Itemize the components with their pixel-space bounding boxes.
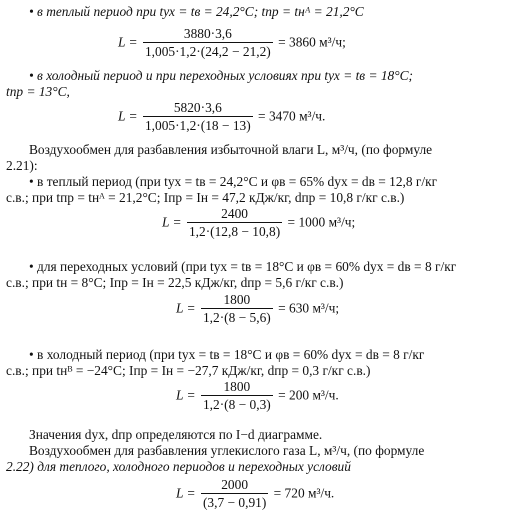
formula-5-lhs: L = [176,387,196,403]
formula-3-denominator: 1,2·(12,8 − 10,8) [188,224,281,239]
formula-3 [162,206,355,239]
formula-4-rhs: = 630 м³/ч; [278,300,340,316]
p2-line1: • в холодный период и при переходных условиях при tух = tв = 18°C; [29,68,413,83]
p1-line1: • в теплый период при tух = tв = 24,2°C; tпр = tнᴬ = 21,2°C [29,4,364,19]
formula-5-denominator: 1,2·(8 − 0,3) [202,397,271,412]
formula-2 [118,100,325,133]
formula-4-lhs: L = [176,300,196,316]
p3-line1: Воздухообмен для разбавления избыточной влаги L, м³/ч, (по формуле [29,142,433,157]
formula-6-denominator: (3,7 − 0,91) [202,495,267,510]
formula-6-fraction [201,477,268,510]
p6-line3: 2.22) для теплого, холодного периодов и переходных условий [6,459,351,474]
p2-line2: tпр = 13°C, [6,84,70,99]
p6-line1: Значения dух, dпр определяются по I−d диаграмме. [29,427,323,442]
formula-1-fraction [143,26,273,59]
formula-2-rhs: = 3470 м³/ч. [258,108,326,124]
formula-6 [176,477,334,510]
p4-line2: с.в.; при tн = 8°C; Iпр = Iн = 22,5 кДж/кг, dпр = 5,6 г/кг с.в.) [6,275,344,290]
formula-3-lhs: L = [162,214,182,230]
formula-6-rhs: = 720 м³/ч. [273,485,335,501]
formula-4 [176,292,339,325]
formula-1-denominator: 1,005·1,2·(24,2 − 21,2) [144,44,271,59]
p3-line3: • в теплый период (при tух = tв = 24,2°C и φв = 65% dух = dв = 12,8 г/кг [29,174,438,189]
formula-1-numerator: 3880·3,6 [143,26,273,43]
formula-2-denominator: 1,005·1,2·(18 − 13) [144,118,251,133]
p6-line2: Воздухообмен для разбавления углекислого газа L, м³/ч, (по формуле [29,443,425,458]
formula-3-fraction [187,206,282,239]
formula-2-lhs: L = [118,108,138,124]
formula-3-numerator: 2400 [187,206,282,223]
formula-4-numerator: 1800 [201,292,273,309]
formula-5-numerator: 1800 [201,379,273,396]
formula-2-fraction [143,100,253,133]
p5-line1: • в холодный период (при tух = tв = 18°C и φв = 60% dух = dв = 8 г/кг [29,347,425,362]
p5-line2: с.в.; при tнᴮ = −24°C; Iпр = Iн = −27,7 кДж/кг, dпр = 0,3 г/кг с.в.) [6,363,371,378]
p3-line2: 2.21): [6,158,38,173]
formula-4-fraction [201,292,273,325]
formula-6-lhs: L = [176,485,196,501]
formula-2-numerator: 5820·3,6 [143,100,253,117]
formula-5-fraction [201,379,273,412]
formula-1-rhs: = 3860 м³/ч; [278,34,346,50]
formula-1 [118,26,346,59]
formula-1-lhs: L = [118,34,138,50]
p3-line4: с.в.; при tпр = tнᴬ = 21,2°C; Iпр = Iн = 47,2 кДж/кг, dпр = 10,8 г/кг с.в.) [6,190,405,205]
formula-5-rhs: = 200 м³/ч. [278,387,339,403]
formula-5 [176,379,339,412]
p4-line1: • для переходных условий (при tух = tв = 18°C и φв = 60% dух = dв = 8 г/кг [29,259,457,274]
formula-6-numerator: 2000 [201,477,268,494]
formula-4-denominator: 1,2·(8 − 5,6) [202,310,271,325]
formula-3-rhs: = 1000 м³/ч; [287,214,356,230]
